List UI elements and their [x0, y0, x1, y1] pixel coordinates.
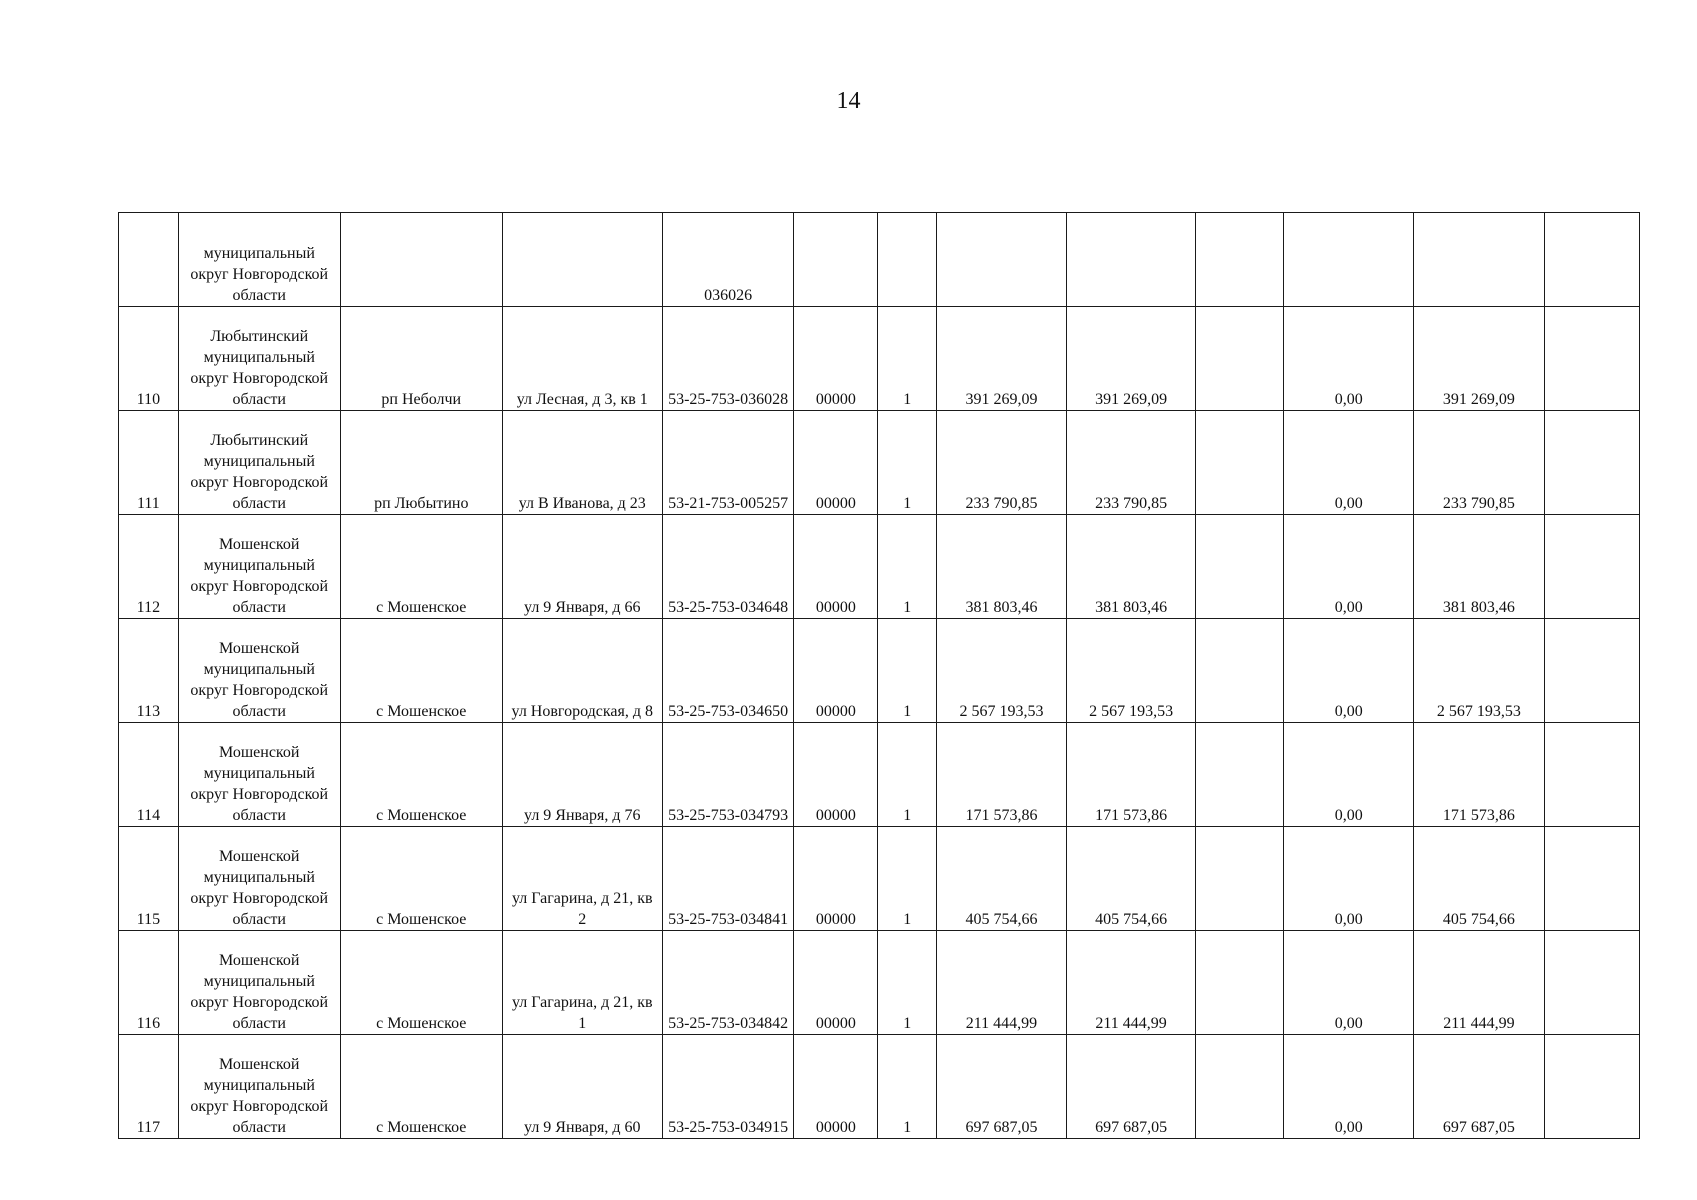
table-row — [119, 307, 1640, 411]
quantity-cell: 1 — [878, 307, 937, 411]
row-number-cell: 117 — [119, 1035, 179, 1139]
empty-cell — [1196, 931, 1284, 1035]
quantity-cell: 1 — [878, 827, 937, 931]
address-cell: ул В Иванова, д 23 — [502, 411, 662, 515]
object-code-cell: 53-25-753-034793 — [662, 723, 794, 827]
locality-cell: с Мошенское — [340, 931, 502, 1035]
code-cell: 00000 — [794, 619, 878, 723]
amount-cell: 171 573,86 — [937, 723, 1067, 827]
empty-cell — [1196, 827, 1284, 931]
total-amount-cell: 233 790,85 — [1414, 411, 1545, 515]
empty-cell — [1196, 619, 1284, 723]
amount-cell: 697 687,05 — [937, 1035, 1067, 1139]
empty-cell — [1544, 515, 1639, 619]
empty-cell — [1544, 307, 1639, 411]
zero-amount-cell: 0,00 — [1284, 307, 1414, 411]
locality-cell: с Мошенское — [340, 827, 502, 931]
address-cell: ул Гагарина, д 21, кв 1 — [502, 931, 662, 1035]
locality-cell: с Мошенское — [340, 1035, 502, 1139]
address-cell — [502, 213, 662, 307]
zero-amount-cell: 0,00 — [1284, 411, 1414, 515]
quantity-cell — [878, 213, 937, 307]
empty-cell — [1196, 723, 1284, 827]
total-amount-cell: 391 269,09 — [1414, 307, 1545, 411]
amount-cell: 2 567 193,53 — [937, 619, 1067, 723]
code-cell: 00000 — [794, 307, 878, 411]
locality-cell — [340, 213, 502, 307]
object-code-cell: 53-25-753-034915 — [662, 1035, 794, 1139]
empty-cell — [1544, 619, 1639, 723]
total-amount-cell: 211 444,99 — [1414, 931, 1545, 1035]
code-cell: 00000 — [794, 723, 878, 827]
empty-cell — [1544, 213, 1639, 307]
table-row — [119, 213, 1640, 307]
row-number-cell: 116 — [119, 931, 179, 1035]
object-code-cell: 53-25-753-034842 — [662, 931, 794, 1035]
amount-cell: 405 754,66 — [1066, 827, 1196, 931]
object-code-cell: 53-25-753-034648 — [662, 515, 794, 619]
code-cell: 00000 — [794, 827, 878, 931]
address-cell: ул 9 Января, д 66 — [502, 515, 662, 619]
registry-table — [118, 212, 1640, 1139]
row-number-cell — [119, 213, 179, 307]
locality-cell: с Мошенское — [340, 619, 502, 723]
district-cell: Мошенской муниципальный округ Новгородской области — [178, 619, 340, 723]
code-cell — [794, 213, 878, 307]
empty-cell — [1544, 827, 1639, 931]
total-amount-cell: 405 754,66 — [1414, 827, 1545, 931]
address-cell: ул Новгородская, д 8 — [502, 619, 662, 723]
district-cell: Мошенской муниципальный округ Новгородской области — [178, 1035, 340, 1139]
code-cell: 00000 — [794, 411, 878, 515]
amount-cell: 171 573,86 — [1066, 723, 1196, 827]
object-code-cell: 53-21-753-005257 — [662, 411, 794, 515]
table-row — [119, 1035, 1640, 1139]
quantity-cell: 1 — [878, 619, 937, 723]
total-amount-cell: 697 687,05 — [1414, 1035, 1545, 1139]
address-cell: ул 9 Января, д 60 — [502, 1035, 662, 1139]
zero-amount-cell: 0,00 — [1284, 1035, 1414, 1139]
total-amount-cell: 171 573,86 — [1414, 723, 1545, 827]
address-cell: ул 9 Января, д 76 — [502, 723, 662, 827]
district-cell: Мошенской муниципальный округ Новгородской области — [178, 827, 340, 931]
empty-cell — [1544, 723, 1639, 827]
address-cell: ул Гагарина, д 21, кв 2 — [502, 827, 662, 931]
empty-cell — [1544, 931, 1639, 1035]
empty-cell — [1196, 515, 1284, 619]
table-row — [119, 411, 1640, 515]
district-cell: Мошенской муниципальный округ Новгородской области — [178, 515, 340, 619]
amount-cell: 391 269,09 — [1066, 307, 1196, 411]
table-row — [119, 931, 1640, 1035]
total-amount-cell: 2 567 193,53 — [1414, 619, 1545, 723]
amount-cell: 697 687,05 — [1066, 1035, 1196, 1139]
locality-cell: с Мошенское — [340, 515, 502, 619]
quantity-cell: 1 — [878, 723, 937, 827]
amount-cell: 2 567 193,53 — [1066, 619, 1196, 723]
empty-cell — [1196, 307, 1284, 411]
table-row — [119, 515, 1640, 619]
quantity-cell: 1 — [878, 931, 937, 1035]
object-code-cell: 53-25-753-034841 — [662, 827, 794, 931]
row-number-cell: 114 — [119, 723, 179, 827]
code-cell: 00000 — [794, 515, 878, 619]
empty-cell — [1544, 1035, 1639, 1139]
quantity-cell: 1 — [878, 515, 937, 619]
address-cell: ул Лесная, д 3, кв 1 — [502, 307, 662, 411]
district-cell: Мошенской муниципальный округ Новгородской области — [178, 723, 340, 827]
total-amount-cell: 381 803,46 — [1414, 515, 1545, 619]
table-row — [119, 827, 1640, 931]
object-code-cell: 53-25-753-036028 — [662, 307, 794, 411]
quantity-cell: 1 — [878, 411, 937, 515]
amount-cell: 405 754,66 — [937, 827, 1067, 931]
row-number-cell: 113 — [119, 619, 179, 723]
zero-amount-cell: 0,00 — [1284, 827, 1414, 931]
zero-amount-cell — [1284, 213, 1414, 307]
amount-cell: 233 790,85 — [1066, 411, 1196, 515]
empty-cell — [1544, 411, 1639, 515]
empty-cell — [1196, 213, 1284, 307]
zero-amount-cell: 0,00 — [1284, 931, 1414, 1035]
total-amount-cell — [1414, 213, 1545, 307]
district-cell: Любытинский муниципальный округ Новгородской области — [178, 307, 340, 411]
object-code-cell: 036026 — [662, 213, 794, 307]
amount-cell — [1066, 213, 1196, 307]
locality-cell: с Мошенское — [340, 723, 502, 827]
row-number-cell: 112 — [119, 515, 179, 619]
locality-cell: рп Неболчи — [340, 307, 502, 411]
table-row — [119, 619, 1640, 723]
zero-amount-cell: 0,00 — [1284, 515, 1414, 619]
object-code-cell: 53-25-753-034650 — [662, 619, 794, 723]
locality-cell: рп Любытино — [340, 411, 502, 515]
empty-cell — [1196, 1035, 1284, 1139]
district-cell: Мошенской муниципальный округ Новгородской области — [178, 931, 340, 1035]
amount-cell: 381 803,46 — [937, 515, 1067, 619]
page-number: 14 — [836, 88, 861, 114]
zero-amount-cell: 0,00 — [1284, 723, 1414, 827]
zero-amount-cell: 0,00 — [1284, 619, 1414, 723]
district-cell: муниципальный округ Новгородской области — [178, 213, 340, 307]
row-number-cell: 111 — [119, 411, 179, 515]
row-number-cell: 110 — [119, 307, 179, 411]
amount-cell: 391 269,09 — [937, 307, 1067, 411]
amount-cell: 381 803,46 — [1066, 515, 1196, 619]
amount-cell: 211 444,99 — [937, 931, 1067, 1035]
amount-cell: 233 790,85 — [937, 411, 1067, 515]
code-cell: 00000 — [794, 1035, 878, 1139]
district-cell: Любытинский муниципальный округ Новгородской области — [178, 411, 340, 515]
amount-cell — [937, 213, 1067, 307]
code-cell: 00000 — [794, 931, 878, 1035]
empty-cell — [1196, 411, 1284, 515]
amount-cell: 211 444,99 — [1066, 931, 1196, 1035]
row-number-cell: 115 — [119, 827, 179, 931]
table-row — [119, 723, 1640, 827]
quantity-cell: 1 — [878, 1035, 937, 1139]
